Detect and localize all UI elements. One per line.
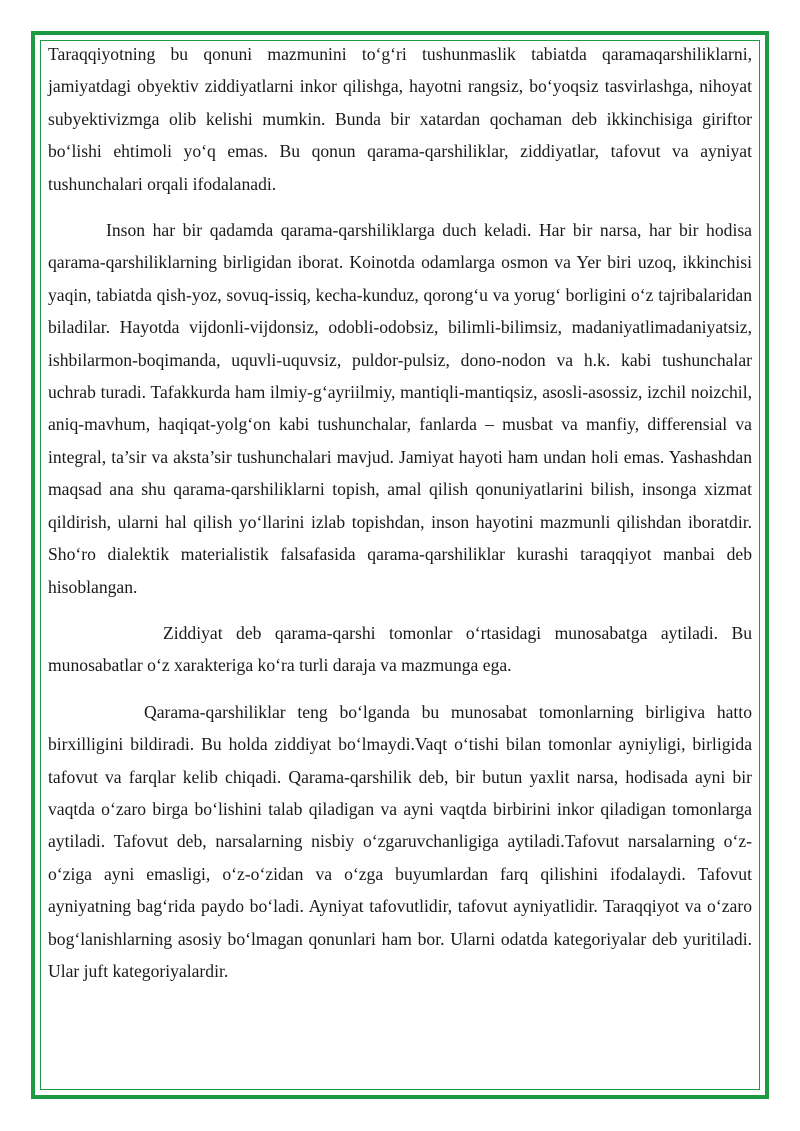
document-body <box>48 38 752 987</box>
paragraph-2: Inson har bir qadamda qarama-qarshiliklarga duch keladi. Har bir narsa, har bir hodisa qarama-qarshiliklarning birligidan iborat. Koinotda odamlarga osmon va Yer biri uzoq, ikkinchisi yaqin, tabiatda qish-yoz, sovuq-issiq, kecha-kunduz, qorong‘u va yorug‘ borligini o‘z tajribalaridan biladilar. Hayotda vijdonli-vijdonsiz, odobli-odobsiz, bilimli-bilimsiz, madaniyatlimadaniyatsiz, ishbilarmon-boqimanda, uquvli-uquvsiz, puldor-pulsiz, dono-nodon va h.k. kabi tushunchalar uchrab turadi. Tafakkurda ham ilmiy-g‘ayriilmiy, mantiqli-mantiqsiz, asosli-asossiz, izchil noizchil, aniq-mavhum, haqiqat-yolg‘on kabi tushunchalar, fanlarda – musbat va manfiy, differensial va integral, ta’sir va aksta’sir tushunchalari mavjud. Jamiyat hayoti ham undan holi emas. Yashashdan maqsad ana shu qarama-qarshiliklarni topish, amal qilish qonuniyatlarini bilish, insonga xizmat qildirish, ularni hal qilish yo‘llarini izlab topishdan, inson hayotini mazmunli qilishdan iboratdir. Sho‘ro dialektik materialistik falsafasida qarama-qarshiliklar kurashi taraqqiyot manbai deb hisoblangan. <box>48 220 752 597</box>
paragraph-4: Qarama-qarshiliklar teng bo‘lganda bu munosabat tomonlarning birligiva hatto birxilligini bildiradi. Bu holda ziddiyat bo‘lmaydi.Vaqt o‘tishi bilan tomonlar ayniyligi, birligida tafovut va farqlar kelib chiqadi. Qarama-qarshilik deb, bir butun yaxlit narsa, hodisada ayni bir vaqtda o‘zaro birga bo‘lishini talab qiladigan va ayni vaqtda birbirini inkor qiladigan tomonlarga aytiladi. Tafovut deb, narsalarning nisbiy o‘zgaruvchanligiga aytiladi.Tafovut narsalarning o‘z-o‘ziga ayni emasligi, o‘z-o‘zidan va o‘zga buyumlardan farq qilishini ifodalaydi. Tafovut ayniyatning bag‘rida paydo bo‘ladi. Ayniyat tafovutlidir, tafovut ayniyatlidir. Taraqqiyot va o‘zaro bog‘lanishlarning asosiy bo‘lmagan qonunlari ham bor. Ularni odatda kategoriyalar deb yuritiladi. Ular juft kategoriyalardir. <box>48 701 752 981</box>
paragraph-3: Ziddiyat deb qarama-qarshi tomonlar o‘rtasidagi munosabatga aytiladi. Bu munosabatlar o‘z xarakteriga ko‘ra turli daraja va mazmunga ega. <box>48 622 752 676</box>
paragraph-1: Taraqqiyotning bu qonuni mazmunini to‘g‘ri tushunmaslik tabiatda qaramaqarshiliklarni, jamiyatdagi obyektiv ziddiyatlarni inkor qilishga, hayotni rangsiz, bo‘yoqsiz tasvirlashga, nihoyat subyektivizmga olib kelishi mumkin. Bunda bir xatardan qochaman deb ikkinchisiga giriftor bo‘lishi ehtimoli yo‘q emas. Bu qonun qarama-qarshiliklar, ziddiyatlar, tafovut va ayniyat tushunchalari orqali ifodalanadi. <box>48 44 752 194</box>
